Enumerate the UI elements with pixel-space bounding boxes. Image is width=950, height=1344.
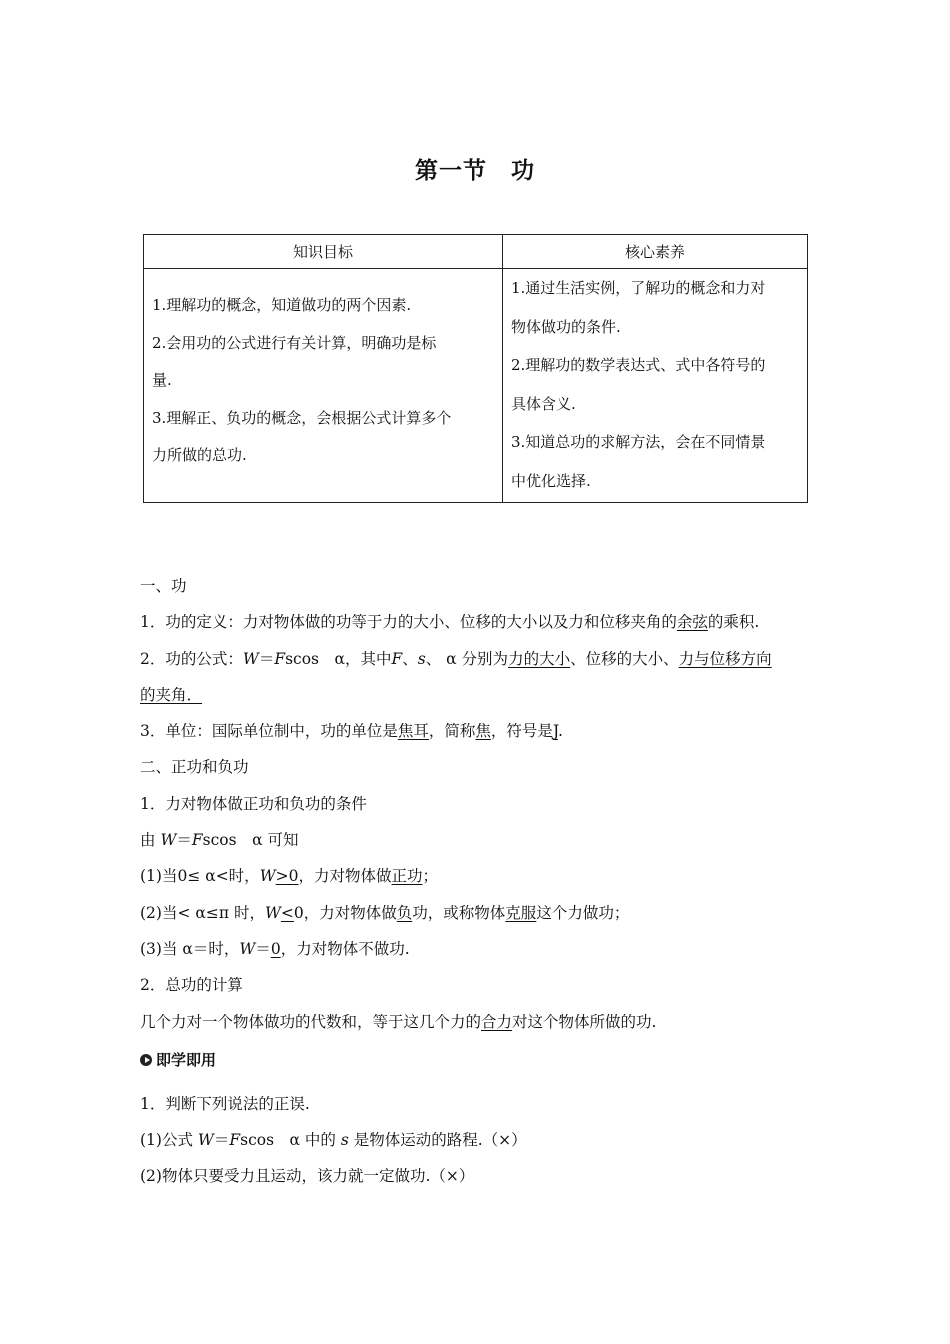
text: 、 α 分别为 xyxy=(425,649,509,668)
subheading: 2．总功的计算 xyxy=(140,976,243,995)
text: 、 xyxy=(402,649,418,668)
underlined-answer: 焦 xyxy=(475,722,491,741)
underlined-answer: J xyxy=(552,722,558,741)
work-unit xyxy=(140,713,820,749)
underlined-answer: 0 xyxy=(270,939,281,958)
underlined-answer: 正功 xyxy=(391,867,423,886)
text: ＝ xyxy=(176,831,192,850)
subheading: 1．力对物体做正功和负功的条件 xyxy=(140,794,367,813)
underlined-answer: 合力 xyxy=(481,1012,513,1031)
condition-2 xyxy=(140,895,820,931)
underlined-answer: 焦耳 xyxy=(397,722,429,741)
text: 0，力对物体做 xyxy=(293,903,397,922)
literacy-goal-line: 2.理解功的数学表达式、式中各符号的 xyxy=(511,356,766,374)
goals-header-literacy: 核心素养 xyxy=(503,235,808,269)
practice-badge xyxy=(140,1044,820,1076)
literacy-goal-line: 物体做功的条件. xyxy=(511,317,621,336)
condition-3 xyxy=(140,931,820,967)
underlined-answer: 力的大小 xyxy=(508,649,571,668)
underlined-answer: >0 xyxy=(275,867,299,886)
underlined-answer: 克服 xyxy=(505,903,537,922)
work-definition xyxy=(140,604,820,640)
var-f: F xyxy=(191,831,203,850)
formula-line xyxy=(140,822,820,858)
text: 功，或称物体 xyxy=(412,903,506,922)
text: (2)当< α≤π 时， xyxy=(140,903,265,922)
var-f: F xyxy=(391,649,403,668)
var-w: W xyxy=(197,1131,214,1150)
literacy-goals-cell xyxy=(503,269,808,503)
text: 由 xyxy=(140,831,161,850)
var-w: W xyxy=(264,903,281,922)
knowledge-goal-line: 量. xyxy=(152,371,172,389)
knowledge-goals-cell xyxy=(144,269,503,503)
var-w: W xyxy=(259,867,276,886)
underlined-answer: 余弦 xyxy=(676,613,708,632)
text: ，简称 xyxy=(428,722,476,741)
question: 1．判断下列说法的正误. xyxy=(140,1094,310,1113)
text: (3)当 α＝时， xyxy=(140,939,240,958)
total-work xyxy=(140,1004,820,1040)
text: ＝ xyxy=(255,939,271,958)
text: ； xyxy=(422,867,439,886)
var-f: F xyxy=(274,649,286,668)
question-item xyxy=(140,1122,820,1158)
var-w: W xyxy=(239,939,256,958)
text: 1．功的定义：力对物体做的功等于力的大小、位移的大小以及力和位移夹角的 xyxy=(140,613,677,632)
play-circle-icon xyxy=(140,1054,152,1066)
text: 是物体运动的路程.（×） xyxy=(348,1131,527,1150)
goals-table xyxy=(143,234,808,503)
text: 2．功的公式： xyxy=(140,649,243,668)
text: 的乘积. xyxy=(707,613,760,632)
var-w: W xyxy=(242,649,259,668)
text: 对这个物体所做的功. xyxy=(512,1012,657,1031)
section-heading: 一、功 xyxy=(140,577,187,595)
text: . xyxy=(557,722,563,741)
page-title: 第一节 功 xyxy=(415,158,535,184)
literacy-goal-line: 3.知道总功的求解方法，会在不同情景 xyxy=(511,433,766,451)
knowledge-goal-line: 2.会用功的公式进行有关计算，明确功是标 xyxy=(152,333,437,352)
knowledge-goal-line: 3.理解正、负功的概念，会根据公式计算多个 xyxy=(152,408,452,427)
text: 几个力对一个物体做功的代数和，等于这几个力的 xyxy=(140,1012,482,1031)
work-formula-cont xyxy=(140,677,820,713)
text: (1)当0≤ α<时， xyxy=(140,867,260,886)
knowledge-goal-line: 力所做的总功. xyxy=(152,446,247,464)
text: 、位移的大小、 xyxy=(570,649,679,668)
text: scos α 可知 xyxy=(202,831,299,850)
text: ＝ xyxy=(258,649,275,668)
var-f: F xyxy=(229,1131,241,1150)
underlined-answer: 的夹角． xyxy=(140,685,203,704)
question-item: (2)物体只要受力且运动，该力就一定做功.（×） xyxy=(140,1167,475,1186)
var-s: s xyxy=(417,649,426,668)
underlined-answer: < xyxy=(280,903,294,922)
main-content xyxy=(140,568,820,1195)
section-heading: 二、正功和负功 xyxy=(140,758,249,777)
literacy-goal-line: 中优化选择. xyxy=(511,471,591,490)
text: ＝ xyxy=(213,1131,230,1150)
underlined-answer: 力与位移方向 xyxy=(678,649,772,668)
knowledge-goal-line: 1.理解功的概念，知道做功的两个因素. xyxy=(152,296,412,314)
var-w: W xyxy=(160,831,177,850)
text: ，符号是 xyxy=(490,722,553,741)
text: ，力对物体不做功. xyxy=(280,939,410,958)
var-s: s xyxy=(340,1131,349,1150)
condition-1 xyxy=(140,858,820,894)
literacy-goal-line: 1.通过生活实例，了解功的概念和力对 xyxy=(511,279,766,297)
text: ，力对物体做 xyxy=(298,867,392,886)
badge-label: 即学即用 xyxy=(156,1050,217,1069)
text: (1)公式 xyxy=(140,1131,198,1150)
text: 这个力做功； xyxy=(536,903,630,922)
underlined-answer: 负 xyxy=(396,903,413,922)
goals-header-knowledge: 知识目标 xyxy=(144,235,503,269)
work-formula xyxy=(140,641,820,677)
text: scos α 中的 xyxy=(240,1131,341,1150)
text: 3．单位：国际单位制中，功的单位是 xyxy=(140,722,398,741)
text: scos α，其中 xyxy=(285,649,392,668)
literacy-goal-line: 具体含义. xyxy=(511,394,576,413)
